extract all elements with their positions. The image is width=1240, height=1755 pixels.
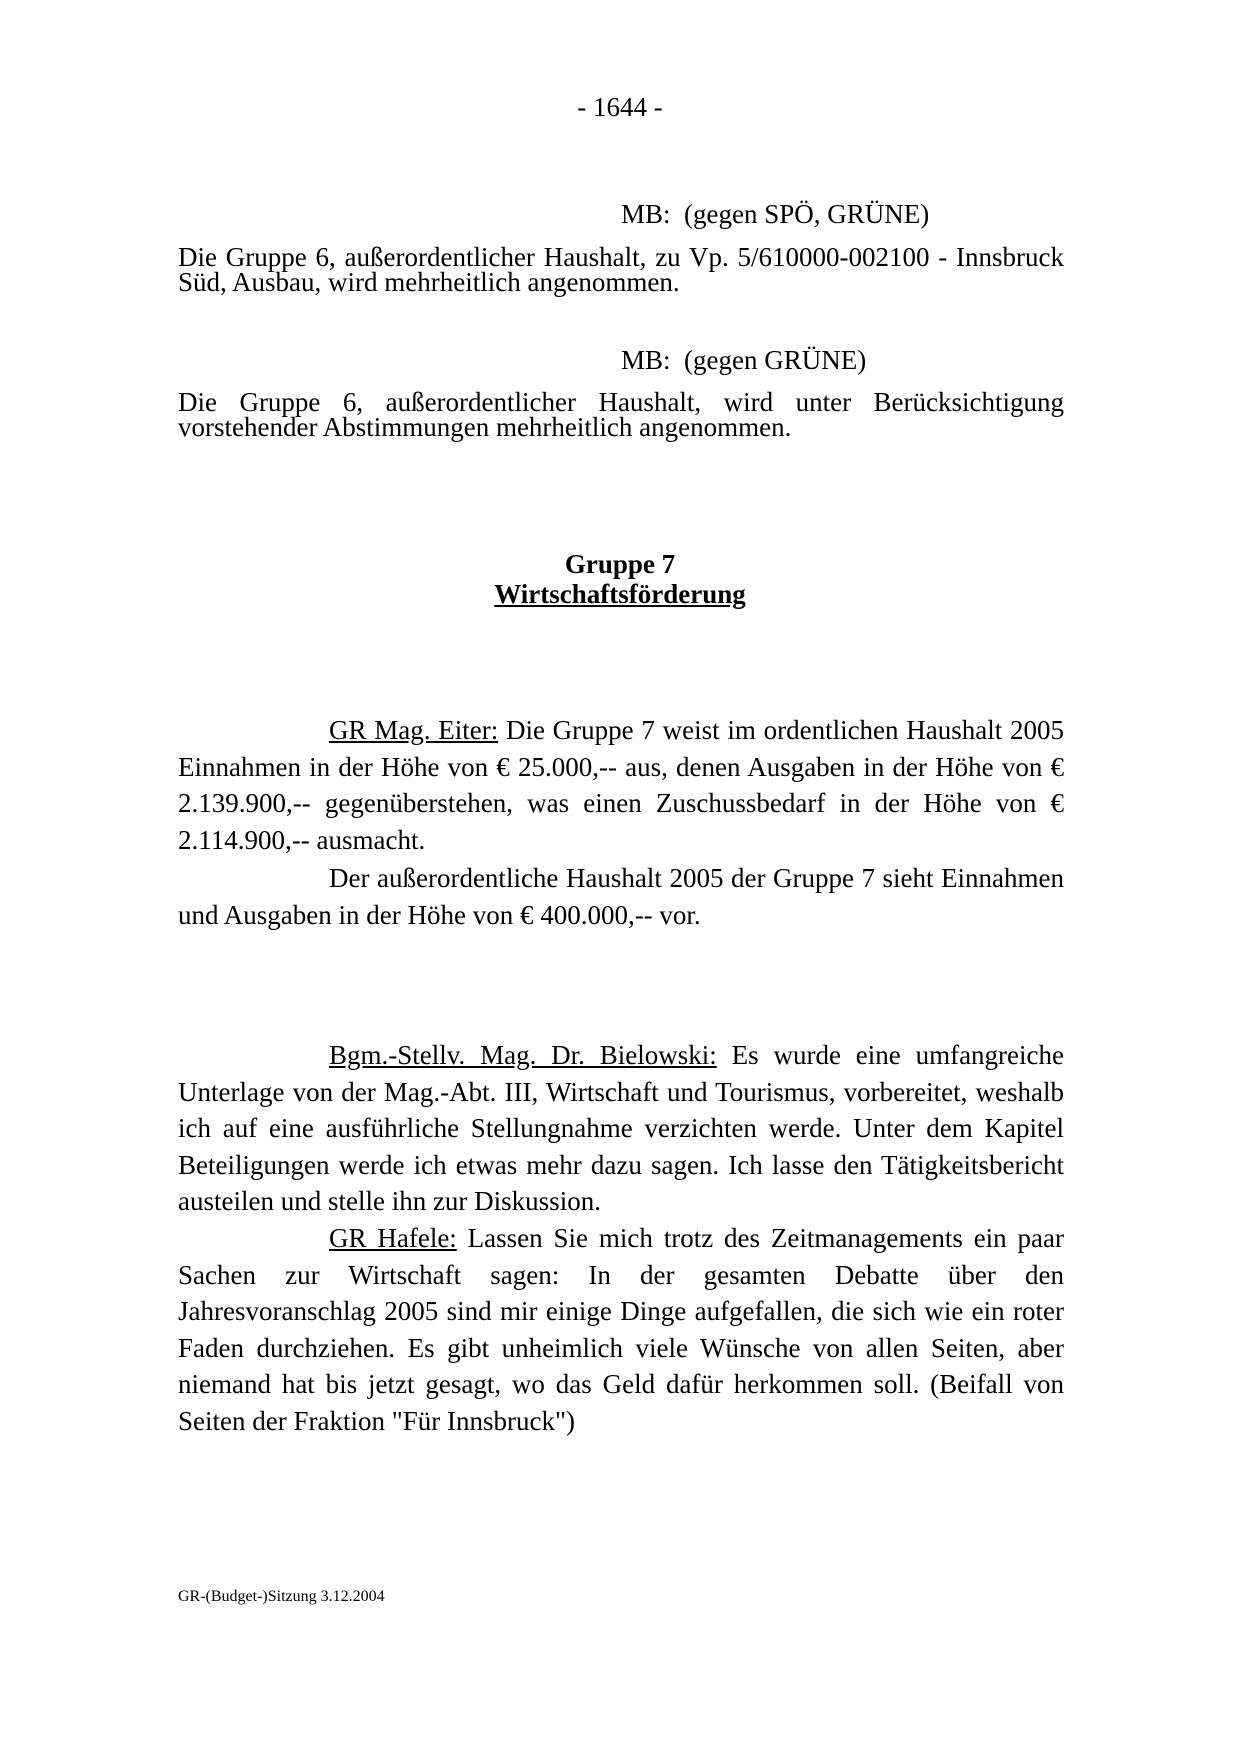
speaker-name: GR Mag. Eiter:	[329, 715, 499, 745]
statement-text: Es wurde eine umfangreiche Unterlage von der Mag.-Abt. III, Wirtschaft und Tourismus, vorbereitet, weshalb ich auf eine ausführliche Stellungnahme verzichten werde. Unter dem Kapitel Beteiligungen werde ich etwas mehr dazu sagen. Ich lasse den Tätigkeitsbericht austeilen und stelle ihn zur Diskussion.	[178, 1040, 1065, 1216]
statement-hafele	[178, 1220, 1064, 1439]
section-subtitle: Wirtschaftsförderung	[494, 579, 746, 609]
resolution-paragraph-1: Die Gruppe 6, außerordentlicher Haushalt, zu Vp. 5/610000-002100 - Innsbruck Süd, Ausbau, wird mehrheitlich angenommen.	[178, 242, 1064, 297]
statement-bielowski	[178, 1037, 1064, 1220]
vote-detail: (gegen SPÖ, GRÜNE)	[684, 199, 930, 229]
statement-eiter-continued: Der außerordentliche Haushalt 2005 der Gruppe 7 sieht Einnahmen und Ausgaben in der Höhe von € 400.000,-- vor.	[178, 863, 1064, 930]
speaker-name: Bgm.-Stellv. Mag. Dr. Bielowski:	[329, 1040, 717, 1070]
vote-detail: (gegen GRÜNE)	[684, 345, 867, 375]
vote-label: MB:	[621, 345, 671, 375]
vote-label: MB:	[621, 199, 671, 229]
statement-eiter	[178, 712, 1064, 858]
statement-text: Die Gruppe 7 weist im ordentlichen Haushalt 2005 Einnahmen in der Höhe von € 25.000,-- aus, denen Ausgaben in der Höhe von € 2.139.900,-- gegenüberstehen, was einen Zuschussbedarf in der Höhe von € 2.114.900,-- ausmacht.	[178, 715, 1064, 855]
page-footer: GR-(Budget-)Sitzung 3.12.2004	[178, 1588, 385, 1605]
resolution-paragraph-2: Die Gruppe 6, außerordentlicher Haushalt, wird unter Berücksichtigung vorstehender Abstimmungen mehrheitlich angenommen.	[178, 387, 1064, 442]
vote-result-1	[621, 199, 929, 230]
vote-result-2	[621, 345, 866, 376]
section-title: Gruppe 7	[564, 549, 676, 579]
speaker-name: GR Hafele:	[329, 1223, 457, 1253]
page-number: - 1644 -	[577, 92, 663, 122]
statement-text: Lassen Sie mich trotz des Zeitmanagements ein paar Sachen zur Wirtschaft sagen: In der gesamten Debatte über den Jahresvoranschlag 2005 sind mir einige Dinge aufgefallen, die sich wie ein roter Faden durchziehen. Es gibt unheimlich viele Wünsche von allen Seiten, aber niemand hat bis jetzt gesagt, wo das Geld dafür herkommen soll. (Beifall von Seiten der Fraktion "Für Innsbruck")	[178, 1223, 1064, 1436]
